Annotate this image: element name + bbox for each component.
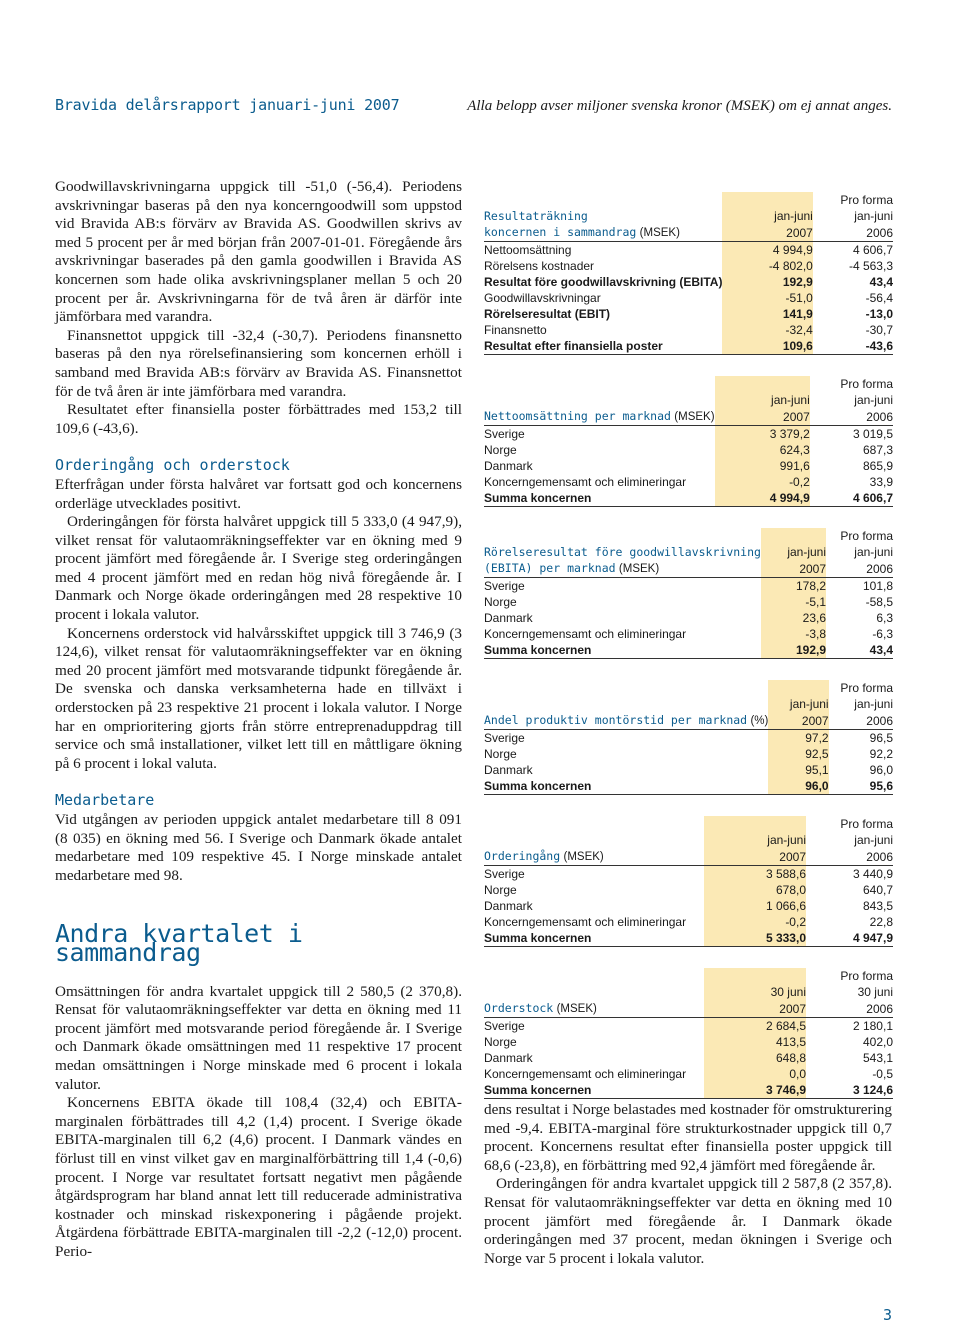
header-cell bbox=[484, 680, 768, 696]
row-label: Resultat före goodwillavskrivning (EBITA) bbox=[484, 275, 723, 289]
value-2006: 33,9 bbox=[869, 475, 893, 489]
table-title-cell bbox=[484, 1000, 704, 1018]
row-label: Koncerngemensamt och elimineringar bbox=[484, 1067, 687, 1081]
table-title: Orderingång bbox=[484, 849, 561, 863]
row-label: Goodwillavskrivningar bbox=[484, 291, 601, 305]
table-unit: (MSEK) bbox=[618, 563, 660, 575]
value-2006: 96,5 bbox=[869, 731, 893, 745]
table-2 bbox=[484, 528, 893, 659]
table-row bbox=[484, 426, 893, 443]
table-row bbox=[484, 242, 893, 259]
table-row bbox=[484, 490, 893, 507]
table-row bbox=[484, 1034, 893, 1050]
row-label: Koncerngemensamt och elimineringar bbox=[484, 475, 687, 489]
table-row bbox=[484, 1018, 893, 1035]
table-title-cell bbox=[484, 392, 715, 408]
table-title: Andel produktiv montörstid per marknad bbox=[484, 713, 748, 727]
period-label: jan-juni bbox=[854, 545, 893, 559]
currency-note: Alla belopp avser miljoner svenska kronor (MSEK) om ej annat anges. bbox=[467, 98, 892, 114]
paragraph: dens resultat i Norge belastades med kostnader för omstrukturering med -9,4. EBITA-marginal före strukturkostnader uppgick till 0,7 procent. Koncernens resultat efter finansiella poster uppgick till 68,6 (-23,8), en förbättring med 92,4 jämfört med föregående år. bbox=[484, 1101, 892, 1174]
value-2007: 0,0 bbox=[704, 1066, 806, 1082]
table-row bbox=[484, 746, 893, 762]
left-text-column bbox=[55, 178, 462, 1261]
year-label: 2007 bbox=[704, 1000, 806, 1018]
paragraph: Orderingången för andra kvartalet uppgick till 2 587,8 (2 357,8). Rensat för valutaomräkningseffekter var detta en ökning med 10 procent jämfört med föregående år. I Danmark ökade orderingången med 37 procent, medan ökningen i Sverige och Norge var 5 procent i lokala valutor. bbox=[484, 1175, 892, 1267]
row-label: Sverige bbox=[484, 427, 525, 441]
table-title-cell bbox=[484, 696, 768, 712]
value-2006: 3 019,5 bbox=[852, 427, 893, 441]
header-cell bbox=[761, 528, 826, 544]
row-label: Danmark bbox=[484, 763, 533, 777]
pro-forma-label: Pro forma bbox=[840, 529, 893, 543]
year-label: 2006 bbox=[826, 560, 893, 578]
value-2006: 402,0 bbox=[862, 1035, 893, 1049]
pro-forma-label: Pro forma bbox=[840, 193, 893, 207]
row-label: Summa koncernen bbox=[484, 1082, 704, 1099]
table-row bbox=[484, 642, 893, 659]
period-label: jan-juni bbox=[761, 544, 826, 560]
value-2007: 192,9 bbox=[761, 642, 826, 659]
value-2006: -30,7 bbox=[865, 323, 893, 337]
value-2006: -13,0 bbox=[865, 307, 893, 321]
value-2006: -56,4 bbox=[865, 291, 893, 305]
value-2007: 413,5 bbox=[704, 1034, 806, 1050]
value-2006: 101,8 bbox=[862, 579, 893, 593]
period-label: jan-juni bbox=[722, 208, 812, 224]
table-row bbox=[484, 1082, 893, 1099]
table-header-row bbox=[484, 192, 893, 208]
value-2007: -0,2 bbox=[715, 474, 810, 490]
row-label: Summa koncernen bbox=[484, 490, 715, 507]
header-cell bbox=[484, 968, 704, 984]
row-label: Rörelsens kostnader bbox=[484, 259, 595, 273]
table-title: koncernen i sammandrag bbox=[484, 225, 637, 239]
row-label: Norge bbox=[484, 1035, 517, 1049]
table-5 bbox=[484, 968, 893, 1099]
report-header-title: Bravida delårsrapport januari-juni 2007 bbox=[55, 96, 400, 114]
table-title-cell bbox=[484, 224, 722, 242]
row-label: Summa koncernen bbox=[484, 930, 704, 947]
table-title: Rörelseresultat före goodwillavskrivning bbox=[484, 545, 761, 559]
right-text-column bbox=[484, 1101, 892, 1268]
value-2006: 4 947,9 bbox=[806, 930, 893, 947]
section-heading-staff: Medarbetare bbox=[55, 791, 155, 810]
header-cell bbox=[484, 376, 715, 392]
table-title-cell bbox=[484, 984, 704, 1000]
header-cell bbox=[704, 968, 806, 984]
table-row bbox=[484, 898, 893, 914]
value-2007: 4 994,9 bbox=[715, 490, 810, 507]
row-label: Norge bbox=[484, 747, 517, 761]
table-header-row bbox=[484, 376, 893, 392]
year-label: 2006 bbox=[810, 408, 893, 426]
table-title: Resultaträkning bbox=[484, 209, 588, 223]
row-label: Koncerngemensamt och elimineringar bbox=[484, 627, 687, 641]
header-cell bbox=[704, 816, 806, 832]
row-label: Norge bbox=[484, 443, 517, 457]
value-2006: 640,7 bbox=[862, 883, 893, 897]
table-title-cell bbox=[484, 560, 761, 578]
table-row bbox=[484, 914, 893, 930]
value-2007: 109,6 bbox=[722, 338, 812, 355]
table-header-row bbox=[484, 984, 893, 1000]
value-2006: 95,6 bbox=[829, 778, 893, 795]
table-row bbox=[484, 730, 893, 747]
year-label: 2006 bbox=[806, 1000, 893, 1018]
table-header-row bbox=[484, 712, 893, 730]
header-cell bbox=[484, 528, 761, 544]
paragraph: Goodwillavskrivningarna uppgick till -51,0 (-56,4). Periodens avskrivningar baseras på den nya koncerngoodwill som uppstod vid Bravida AB:s förvärv av Bravida AS. Goodwillen skrivs av med 5 procent per år med början från 2007-01-01. Föregående års avskrivningar baserades på den gamla goodwillen i Bravida AS koncernen som hade olika avskrivningsplaner mellan 5 och 20 procent per år. Avskrivningarna för de två åren är därför inte jämförbara med varandra. bbox=[55, 178, 462, 326]
value-2007: 5 333,0 bbox=[704, 930, 806, 947]
value-2006: 92,2 bbox=[869, 747, 893, 761]
table-header-row bbox=[484, 208, 893, 224]
table-title: (EBITA) per marknad bbox=[484, 561, 616, 575]
section-heading-order: Orderingång och orderstock bbox=[55, 456, 290, 475]
table-header-row bbox=[484, 544, 893, 560]
value-2007: 96,0 bbox=[768, 778, 828, 795]
table-row bbox=[484, 290, 893, 306]
table-unit: (%) bbox=[750, 715, 769, 727]
value-2007: -5,1 bbox=[761, 594, 826, 610]
pro-forma-label: Pro forma bbox=[840, 681, 893, 695]
value-2006: 3 440,9 bbox=[852, 867, 893, 881]
table-row bbox=[484, 274, 893, 290]
pro-forma-label: Pro forma bbox=[840, 377, 893, 391]
table-header-row bbox=[484, 696, 893, 712]
value-2006: 6,3 bbox=[876, 611, 893, 625]
page-number: 3 bbox=[882, 1306, 892, 1324]
paragraph: Orderingången för första halvåret uppgick till 5 333,0 (4 947,9), vilket rensat för valutaomräkningseffekter var en ökning med 9 procent jämfört med föregående år. I Sverige steg orderingången med 4 procent jämfört med en redan hög nivå föregående år. I Danmark och Norge ökade orderingången med 28 respektive 10 procent i lokala valutor. bbox=[55, 513, 462, 624]
value-2007: 678,0 bbox=[704, 882, 806, 898]
value-2006: 4 606,7 bbox=[810, 490, 893, 507]
row-label: Koncerngemensamt och elimineringar bbox=[484, 915, 687, 929]
table-title-cell bbox=[484, 208, 722, 224]
table-row bbox=[484, 762, 893, 778]
row-label: Sverige bbox=[484, 731, 525, 745]
year-label: 2007 bbox=[722, 224, 812, 242]
value-2007: -4 802,0 bbox=[722, 258, 812, 274]
value-2007: -32,4 bbox=[722, 322, 812, 338]
table-row bbox=[484, 882, 893, 898]
value-2007: 192,9 bbox=[722, 274, 812, 290]
value-2006: 543,1 bbox=[862, 1051, 893, 1065]
row-label: Sverige bbox=[484, 579, 525, 593]
financial-tables bbox=[484, 192, 893, 1120]
table-row bbox=[484, 1066, 893, 1082]
table-row bbox=[484, 778, 893, 795]
table-row bbox=[484, 866, 893, 883]
value-2007: 141,9 bbox=[722, 306, 812, 322]
table-row bbox=[484, 578, 893, 595]
header-cell bbox=[715, 376, 810, 392]
row-label: Finansnetto bbox=[484, 323, 547, 337]
header-cell bbox=[484, 816, 704, 832]
value-2007: 95,1 bbox=[768, 762, 828, 778]
value-2007: 3 746,9 bbox=[704, 1082, 806, 1099]
table-row bbox=[484, 594, 893, 610]
paragraph: Omsättningen för andra kvartalet uppgick till 2 580,5 (2 370,8). Rensat för valutaomräkningseffekter var detta en ökning med 11 procent jämfört med motsvarande period föregående år. I Sverige och Danmark ökade omsättningen med 11 respektive 17 procent medan omsättningen i Norge minskade med 6 procent i lokala valutor. bbox=[55, 982, 462, 1093]
table-title-cell bbox=[484, 544, 761, 560]
table-header-row bbox=[484, 560, 893, 578]
table-header-row bbox=[484, 408, 893, 426]
value-2007: 2 684,5 bbox=[704, 1018, 806, 1035]
value-2006: -4 563,3 bbox=[848, 259, 893, 273]
table-unit: (MSEK) bbox=[556, 1003, 597, 1015]
value-2007: -0,2 bbox=[704, 914, 806, 930]
year-label: 2007 bbox=[715, 408, 810, 426]
row-label: Sverige bbox=[484, 1019, 525, 1033]
table-header-row bbox=[484, 392, 893, 408]
table-header-row bbox=[484, 680, 893, 696]
table-row bbox=[484, 258, 893, 274]
value-2006: 96,0 bbox=[869, 763, 893, 777]
period-label: jan-juni bbox=[854, 393, 893, 407]
table-unit: (MSEK) bbox=[639, 227, 680, 239]
header-cell bbox=[768, 680, 828, 696]
paragraph: Koncernens orderstock vid halvårsskiftet uppgick till 3 746,9 (3 124,6), vilket rensat för valutaomräkningseffekter var en ökning med 20 procent jämfört med motsvarande tidpunkt föregående år. De svenska och danska verksamheterna hade en tillväxt i orderstocken på 23 respektive 21 procent i lokala valutor. I Norge har en omprioritering gjorts från större entreprenaduppdrag till service och små installationer, vilket lett till en måttligare ökning på 6 procent i lokal valuta. bbox=[55, 624, 462, 772]
table-header-row bbox=[484, 224, 893, 242]
row-label: Summa koncernen bbox=[484, 778, 768, 795]
value-2006: 687,3 bbox=[862, 443, 893, 457]
table-0 bbox=[484, 192, 893, 355]
value-2006: 4 606,7 bbox=[852, 243, 893, 257]
paragraph: Vid utgången av perioden uppgick antalet medarbetare till 8 091 (8 035) en ökning med 56. I Sverige och Danmark ökade antalet medarbetare med 109 respektive 45. I Norge minskade antalet medarbetare med 98. bbox=[55, 811, 462, 884]
period-label: jan-juni bbox=[768, 696, 828, 712]
paragraph: Resultatet efter finansiella poster förbättrades med 153,2 till 109,6 (-43,6). bbox=[55, 401, 462, 437]
table-title-cell bbox=[484, 848, 704, 866]
value-2007: -51,0 bbox=[722, 290, 812, 306]
value-2007: 3 588,6 bbox=[704, 866, 806, 883]
row-label: Danmark bbox=[484, 611, 533, 625]
year-label: 2006 bbox=[829, 712, 893, 730]
value-2006: -6,3 bbox=[872, 627, 893, 641]
value-2007: 178,2 bbox=[761, 578, 826, 595]
value-2007: 3 379,2 bbox=[715, 426, 810, 443]
table-row bbox=[484, 458, 893, 474]
row-label: Nettoomsättning bbox=[484, 243, 572, 257]
row-label: Danmark bbox=[484, 899, 533, 913]
table-row bbox=[484, 610, 893, 626]
table-row bbox=[484, 442, 893, 458]
row-label: Norge bbox=[484, 883, 517, 897]
table-header-row bbox=[484, 528, 893, 544]
value-2006: 43,4 bbox=[869, 275, 893, 289]
value-2007: 23,6 bbox=[761, 610, 826, 626]
table-row bbox=[484, 930, 893, 947]
value-2006: 2 180,1 bbox=[852, 1019, 893, 1033]
row-label: Danmark bbox=[484, 459, 533, 473]
table-row bbox=[484, 322, 893, 338]
value-2006: 843,5 bbox=[862, 899, 893, 913]
row-label: Danmark bbox=[484, 1051, 533, 1065]
value-2006: -43,6 bbox=[813, 338, 893, 355]
value-2007: -3,8 bbox=[761, 626, 826, 642]
table-title: Orderstock bbox=[484, 1001, 554, 1015]
table-title: Nettoomsättning per marknad bbox=[484, 409, 671, 423]
table-header-row bbox=[484, 848, 893, 866]
value-2007: 991,6 bbox=[715, 458, 810, 474]
value-2007: 92,5 bbox=[768, 746, 828, 762]
table-header-row bbox=[484, 816, 893, 832]
year-label: 2007 bbox=[768, 712, 828, 730]
value-2006: 865,9 bbox=[862, 459, 893, 473]
row-label: Summa koncernen bbox=[484, 642, 761, 659]
period-label: 30 juni bbox=[704, 984, 806, 1000]
table-title-cell bbox=[484, 712, 768, 730]
table-title-cell bbox=[484, 408, 715, 426]
row-label: Rörelseresultat (EBIT) bbox=[484, 307, 611, 321]
table-3 bbox=[484, 680, 893, 795]
value-2007: 1 066,6 bbox=[704, 898, 806, 914]
value-2006: 22,8 bbox=[869, 915, 893, 929]
period-label: jan-juni bbox=[715, 392, 810, 408]
table-header-row bbox=[484, 832, 893, 848]
table-row bbox=[484, 338, 893, 355]
value-2006: -58,5 bbox=[865, 595, 893, 609]
period-label: jan-juni bbox=[854, 697, 893, 711]
row-label: Sverige bbox=[484, 867, 525, 881]
year-label: 2007 bbox=[761, 560, 826, 578]
pro-forma-label: Pro forma bbox=[840, 817, 893, 831]
value-2006: 3 124,6 bbox=[806, 1082, 893, 1099]
year-label: 2006 bbox=[813, 224, 893, 242]
table-1 bbox=[484, 376, 893, 507]
table-unit: (MSEK) bbox=[674, 411, 715, 423]
period-label: jan-juni bbox=[854, 209, 893, 223]
value-2007: 624,3 bbox=[715, 442, 810, 458]
pro-forma-label: Pro forma bbox=[840, 969, 893, 983]
table-row bbox=[484, 474, 893, 490]
header-cell bbox=[722, 192, 812, 208]
value-2007: 4 994,9 bbox=[722, 242, 812, 259]
paragraph: Koncernens EBITA ökade till 108,4 (32,4) och EBITA-marginalen förbättrades till 4,2 (1,4) procent. I Sverige ökade EBITA-marginalen till 6,2 (4,6) procent. I Danmark vändes en förlust till en vinst vilket gav en marginalförbättring till 1,4 (-0,6) procent. I Norge var resultatet fortsatt negativt men pågående åtgärdsprogram har bland annat lett till reducerade administrativa kostnader och minskad riskexponering i pågående projekt. Åtgärdena förbättrade EBITA-marginalen till -2,2 (-12,0) procent. Perio- bbox=[55, 1094, 462, 1260]
value-2007: 648,8 bbox=[704, 1050, 806, 1066]
table-unit: (MSEK) bbox=[563, 851, 604, 863]
year-label: 2006 bbox=[806, 848, 893, 866]
period-label: 30 juni bbox=[857, 985, 893, 999]
table-header-row bbox=[484, 1000, 893, 1018]
table-row bbox=[484, 626, 893, 642]
paragraph: Finansnettot uppgick till -32,4 (-30,7). Periodens finansnetto baseras på den nya rörelsefinansiering som koncernen erhöll i samband med Bravida AB:s förvärv av Bravida AS. Finansnettot för de två åren är inte jämförbara med varandra. bbox=[55, 326, 462, 400]
period-label: jan-juni bbox=[854, 833, 893, 847]
value-2007: 97,2 bbox=[768, 730, 828, 747]
period-label: jan-juni bbox=[704, 832, 806, 848]
value-2006: -0,5 bbox=[872, 1067, 893, 1081]
section-heading-q2: Andra kvartalet i sammandrag bbox=[55, 919, 303, 967]
year-label: 2007 bbox=[704, 848, 806, 866]
table-4 bbox=[484, 816, 893, 947]
value-2006: 43,4 bbox=[826, 642, 893, 659]
table-title-cell bbox=[484, 832, 704, 848]
table-row bbox=[484, 306, 893, 322]
table-header-row bbox=[484, 968, 893, 984]
row-label: Norge bbox=[484, 595, 517, 609]
table-row bbox=[484, 1050, 893, 1066]
header-cell bbox=[484, 192, 722, 208]
paragraph: Efterfrågan under första halvåret var fortsatt god och koncernens orderläge utvecklades positivt. bbox=[55, 475, 462, 512]
row-label: Resultat efter finansiella poster bbox=[484, 338, 722, 355]
